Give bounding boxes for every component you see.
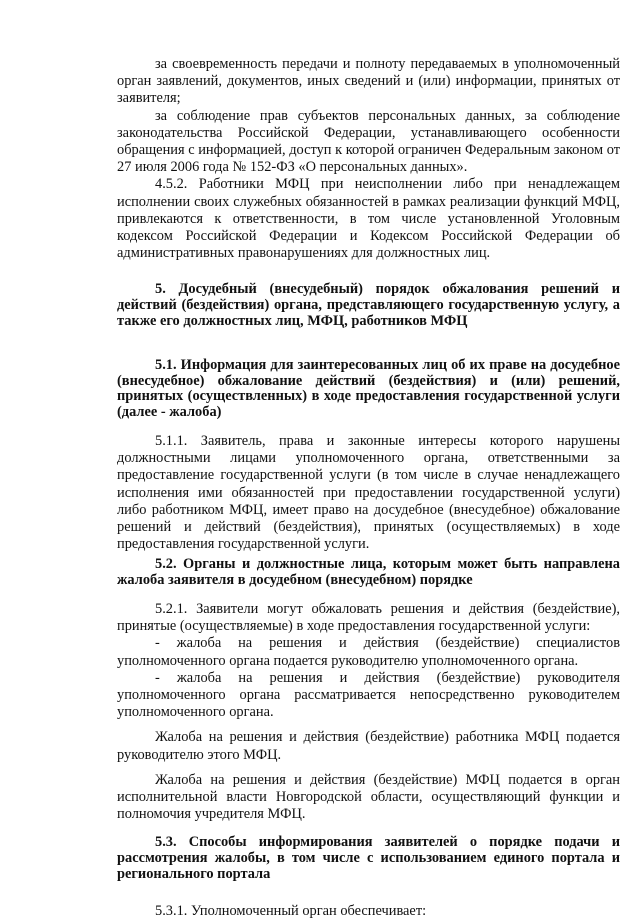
- paragraph-5-3-1: 5.3.1. Уполномоченный орган обеспечивает:: [155, 902, 427, 919]
- paragraph-5-1-1: 5.1.1. Заявитель, права и законные интересы которого нарушены должностными лицами уполномоченного органа, ответственными за предоставление государственной услуги (в том числе в случае ненадлежащего исполнения ими обязанностей при предоставлении государственной услуги) либо работником МФЦ, имеет право на досудебное (внесудебное) обжалование решений и действий (бездействия), принятых (осуществляемых) в ходе предоставления государственной услуги.: [117, 433, 620, 553]
- section-heading-5-3: 5.3. Способы информирования заявителей о порядке подачи и рассмотрения жалобы, в том числе с использованием единого портала и регионального портала: [117, 834, 620, 883]
- section-heading-5: 5. Досудебный (внесудебный) порядок обжалования решений и действий (бездействия) органа, представляющего государственную услугу, а также его должностных лиц, МФЦ, работников МФЦ: [117, 281, 620, 330]
- document-page: [117, 56, 620, 920]
- paragraph-5-2-1-item-head: - жалоба на решения и действия (бездействие) руководителя уполномоченного органа рассматривается непосредственно руководителем уполномоченного органа.: [117, 669, 620, 721]
- paragraph-mfc-complaint: Жалоба на решения и действия (бездействие) МФЦ подается в орган исполнительной власти Новгородской области, осуществляющий функции и полномочия учредителя МФЦ.: [117, 771, 620, 823]
- paragraph-responsibility-transfer: за своевременность передачи и полноту передаваемых в уполномоченный орган заявлений, документов, иных сведений и (или) информации, принятых от заявителя;: [117, 56, 620, 107]
- paragraph-5-2-1-item-specialists: - жалоба на решения и действия (бездействие) специалистов уполномоченного органа подается руководителю уполномоченного органа.: [117, 635, 620, 669]
- section-heading-5-2: 5.2. Органы и должностные лица, которым может быть направлена жалоба заявителя в досудебном (внесудебном) порядке: [117, 556, 620, 589]
- paragraph-4-5-2: 4.5.2. Работники МФЦ при неисполнении либо при ненадлежащем исполнении своих служебных обязанностей в рамках реализации функций МФЦ, привлекаются к ответственности, в том числе установленной Уголовным кодексом Российской Федерации и Кодексом Российской Федерации об административных правонарушениях для должностных лиц.: [117, 176, 620, 262]
- paragraph-mfc-worker-complaint: Жалоба на решения и действия (бездействие) работника МФЦ подается руководителю этого МФЦ.: [117, 729, 620, 763]
- section-heading-5-1: 5.1. Информация для заинтересованных лиц об их праве на досудебное (внесудебное) обжалование действий (бездействия) и (или) решений, принятых (осуществленных) в ходе предоставления государственной услуги (далее - жалоба): [117, 356, 620, 421]
- paragraph-5-2-1: 5.2.1. Заявители могут обжаловать решения и действия (бездействие), принятые (осуществляемые) в ходе предоставления государственной услуги:: [117, 601, 620, 635]
- paragraph-personal-data: за соблюдение прав субъектов персональных данных, за соблюдение законодательства Российской Федерации, устанавливающего особенности обращения с информацией, доступ к которой ограничен Федеральным законом от 27 июля 2006 года № 152-ФЗ «О персональных данных».: [117, 107, 620, 176]
